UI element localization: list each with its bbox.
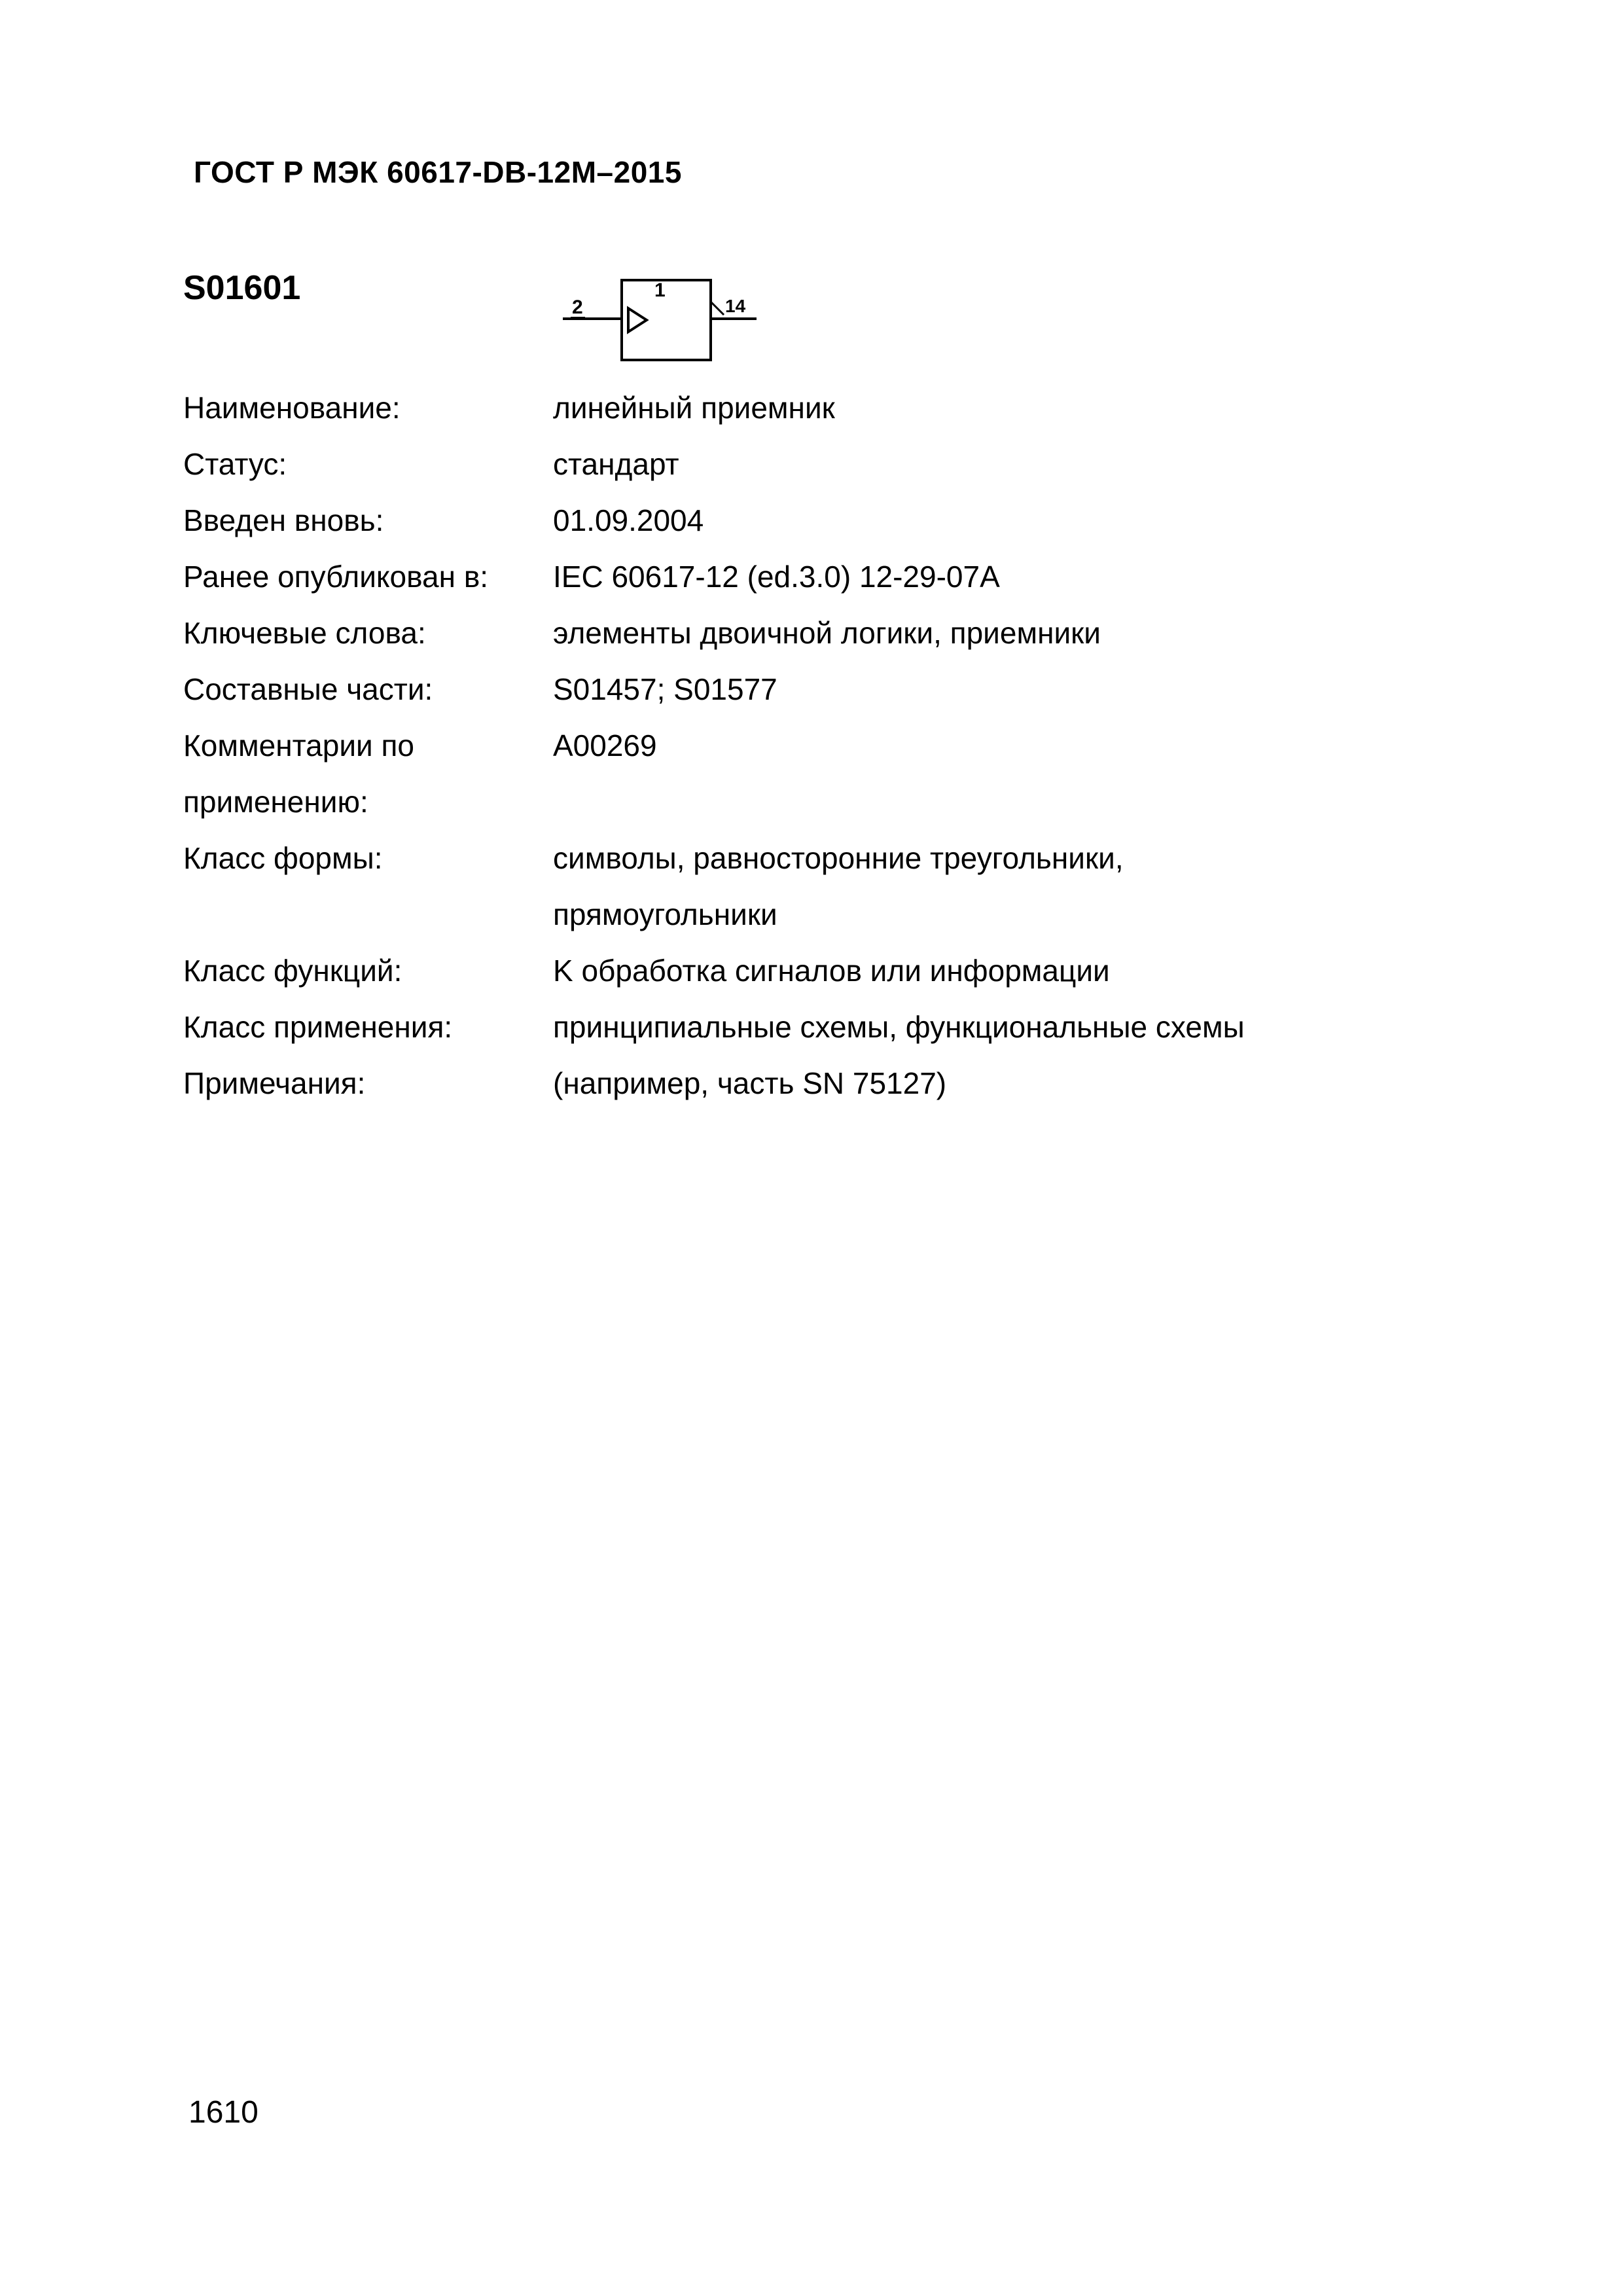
property-value: элементы двоичной логики, приемники [553, 616, 1101, 650]
property-value: символы, равносторонние треугольники, прямоугольники [553, 841, 1124, 931]
property-value: IEC 60617-12 (ed.3.0) 12-29-07A [553, 560, 1000, 594]
property-label: Класс применения: [183, 1010, 453, 1044]
property-label: Наименование: [183, 391, 401, 425]
output-pin-label: 14 [725, 296, 746, 316]
property-value: A00269 [553, 728, 657, 762]
document-header: ГОСТ Р МЭК 60617-DB-12M–2015 [194, 155, 682, 189]
input-pin-label: 2 [572, 296, 583, 318]
output-slash [711, 302, 724, 315]
property-row [183, 605, 1427, 661]
property-row [183, 661, 1427, 717]
property-label: Ранее опубликован в: [183, 560, 489, 594]
property-value: S01457; S01577 [553, 672, 777, 706]
property-row [183, 492, 1427, 548]
property-label: Составные части: [183, 672, 433, 706]
property-row [183, 436, 1427, 492]
property-row [183, 1055, 1427, 1111]
property-value: 01.09.2004 [553, 503, 704, 537]
property-label: Класс функций: [183, 954, 402, 988]
symbol-properties [183, 380, 1427, 1111]
qualifier-label: 1 [654, 279, 666, 301]
symbol-code: S01601 [183, 269, 301, 307]
property-row [183, 999, 1427, 1055]
property-row [183, 548, 1427, 605]
property-value: (например, часть SN 75127) [553, 1066, 947, 1100]
property-row [183, 830, 1427, 942]
line-receiver-symbol [563, 272, 772, 370]
property-value: стандарт [553, 447, 679, 481]
property-label: Комментарии по применению: [183, 728, 414, 819]
property-label: Класс формы: [183, 841, 383, 875]
property-value: принципиальные схемы, функциональные схемы [553, 1010, 1245, 1044]
property-label: Введен вновь: [183, 503, 384, 537]
property-value: K обработка сигналов или информации [553, 954, 1110, 988]
property-row [183, 942, 1427, 999]
triangle-qualifier-icon [628, 308, 647, 332]
symbol-body [622, 280, 711, 360]
property-row [183, 717, 1427, 830]
page-number: 1610 [188, 2095, 259, 2130]
property-label: Примечания: [183, 1066, 366, 1100]
property-label: Статус: [183, 447, 287, 481]
property-row [183, 380, 1427, 436]
property-label: Ключевые слова: [183, 616, 426, 650]
property-value: линейный приемник [553, 391, 835, 425]
